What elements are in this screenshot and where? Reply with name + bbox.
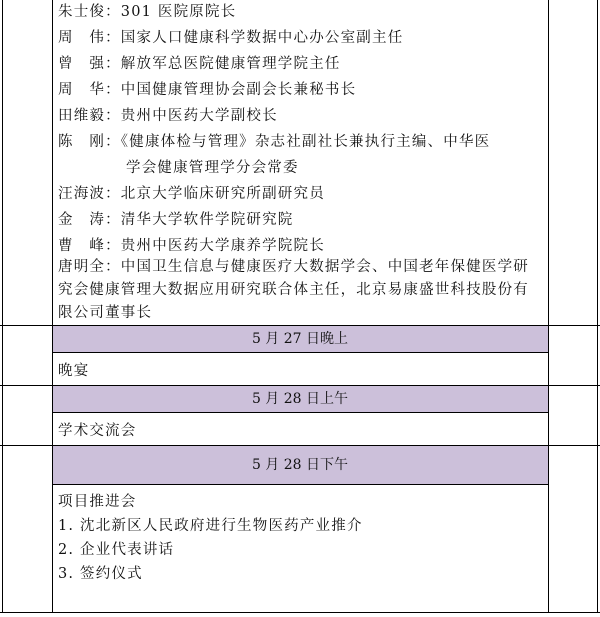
agenda-item: 1. 沈北新区人民政府进行生物医药产业推介: [58, 518, 363, 534]
speaker-entry: 唐明全：中国卫生信息与健康医疗大数据学会、中国老年保健医学研究会健康管理大数据应用研究联合体主任，北京易康盛世科技股份有限公司董事长: [58, 259, 529, 321]
session-header: 5 月 28 日下午: [251, 457, 349, 473]
speaker-entry: 曹 峰：贵州中医药大学康养学院院长: [58, 238, 325, 254]
row-divider: [0, 385, 600, 386]
speaker-entry: 朱士俊：301 医院原院长: [58, 4, 237, 20]
speaker-entry: 周 华：中国健康管理协会副会长兼秘书长: [58, 82, 357, 98]
session-content: 学术交流会: [58, 423, 137, 439]
row-divider: [52, 484, 548, 485]
speaker-entry: 汪海波：北京大学临床研究所副研究员: [58, 186, 325, 202]
speaker-entry: 陈 刚：《健康体检与管理》杂志社副社长兼执行主编、中华医: [58, 134, 491, 150]
session-header: 5 月 27 日晚上: [251, 331, 349, 347]
table-column-divider: [52, 0, 53, 613]
table-column-divider: [548, 0, 549, 613]
row-divider: [52, 412, 548, 413]
speaker-entry: 金 涛：清华大学软件学院研究院: [58, 212, 294, 228]
session-content: 项目推进会: [58, 494, 137, 510]
session-header: 5 月 28 日上午: [251, 391, 349, 407]
speaker-entry: 曾 强：解放军总医院健康管理学院主任: [58, 56, 341, 72]
table-border-left: [2, 0, 3, 613]
agenda-item: 2. 企业代表讲话: [58, 542, 175, 558]
table-border-bottom: [0, 612, 600, 613]
row-divider: [52, 352, 548, 353]
session-content: 晚宴: [58, 363, 90, 379]
speaker-entry: 周 伟：国家人口健康科学数据中心办公室副主任: [58, 30, 404, 46]
speaker-entry-continued: 学会健康管理学分会常委: [126, 160, 299, 176]
row-divider: [0, 445, 600, 446]
agenda-item: 3. 签约仪式: [58, 566, 143, 582]
row-divider: [0, 325, 600, 326]
table-border-right: [597, 0, 598, 613]
speaker-entry: 田维毅：贵州中医药大学副校长: [58, 108, 278, 124]
